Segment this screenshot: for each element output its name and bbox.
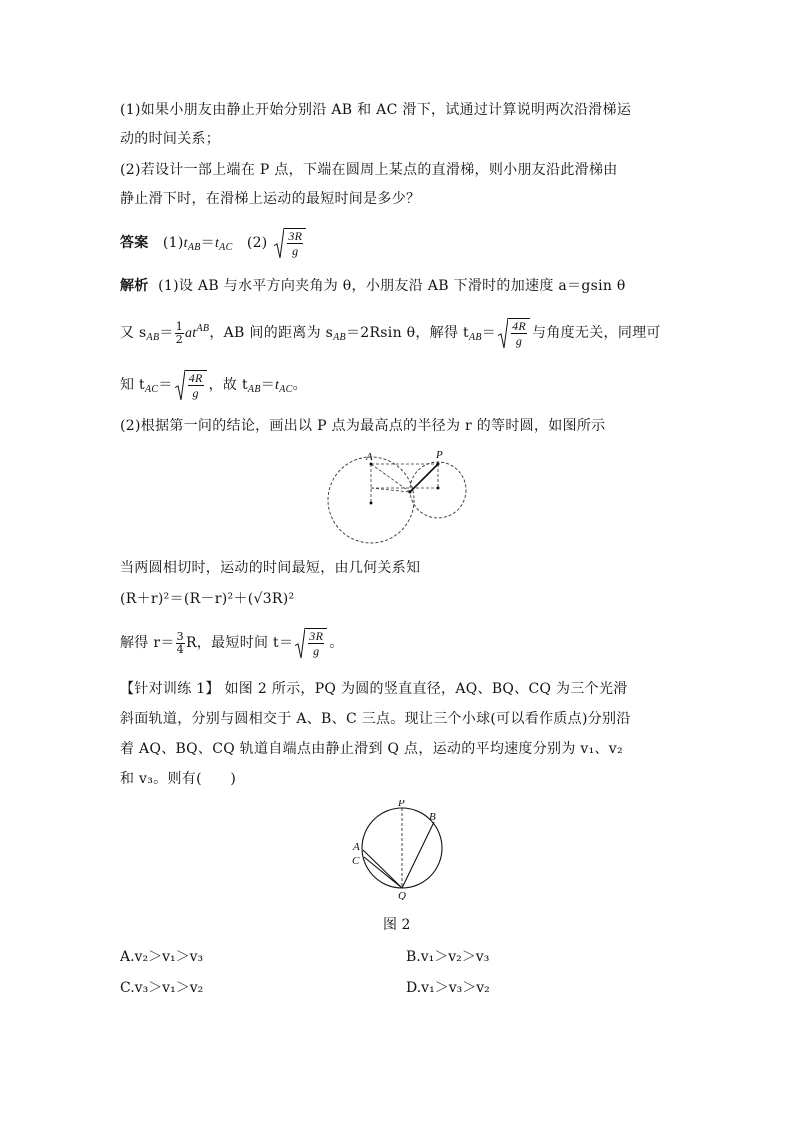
question-1-line-2: 动的时间关系； (120, 131, 221, 147)
sqrt-numerator: 4R (188, 371, 203, 385)
analysis-line-2-b: AB 间的距离为 s (223, 325, 334, 341)
option-c: C.v₃＞v₁＞v₂ (120, 980, 204, 996)
analysis-line-7-a: 解得 r＝ (120, 635, 175, 651)
figure-2 (346, 800, 456, 900)
fig1-label-p: P (436, 449, 443, 461)
half-denominator: 2 (175, 332, 183, 346)
figure-2-caption: 图 2 (383, 917, 411, 933)
fig1-label-a: A (366, 451, 373, 463)
frac-numerator: 3 (176, 629, 184, 643)
training-line-4: 和 v₃。则有( ) (120, 771, 237, 787)
figure-1 (326, 448, 476, 548)
answer-label: 答案 (120, 235, 149, 251)
answer-line: 答案 $(1)t_{AB}=t_{AC}$ (2) $\frac{3R}{g}$ (120, 228, 308, 258)
analysis-line-6: (R＋r)²＝(R－r)²＋(√3R)² (120, 591, 295, 607)
analysis-line-5: 当两圆相切时，运动的时间最短，由几何关系知 (120, 560, 421, 576)
analysis-line-1 (120, 276, 626, 296)
half-numerator: 1 (175, 319, 183, 333)
fig2-label-c: C (352, 855, 360, 867)
answer-part-2-prefix: (2) (246, 235, 268, 251)
sqrt-numerator: 4R (512, 319, 527, 333)
fig2-label-b: B (429, 811, 436, 823)
question-1-line-1: (1)如果小朋友由静止开始分别沿 AB 和 AC 滑下，试通过计算说明两次沿滑梯运 (120, 102, 632, 118)
analysis-line-2-a: 又 s (120, 325, 147, 341)
frac-denominator: 4 (176, 642, 184, 656)
option-d: D.v₁＞v₃＞v₂ (406, 980, 490, 996)
analysis-label: 解析 (120, 278, 149, 294)
analysis-line-2-d: 与角度无关，同理可 (532, 325, 661, 341)
analysis-sqrt-3 (295, 628, 327, 658)
answer-sqrt-numerator: 3R (288, 229, 303, 243)
sqrt-denominator: g (313, 644, 320, 658)
analysis-line-7-b: R，最短时间 t＝ (185, 635, 294, 651)
sqrt-numerator: 3R (309, 629, 324, 643)
answer-part-1-prefix: (1) (162, 235, 184, 251)
training-line-3: 着 AQ、BQ、CQ 轨道自端点由静止滑到 Q 点，运动的平均速度分别为 v₁、v₂ (120, 741, 623, 757)
answer-sqrt-denominator: g (292, 244, 299, 258)
question-2-line-2: 静止滑下时，在滑梯上运动的最短时间是多少？ (120, 191, 421, 207)
analysis-sqrt-1 (498, 318, 530, 348)
sqrt-denominator: g (192, 386, 199, 400)
analysis-line-3-b: ，故 t (208, 377, 248, 393)
fig2-label-a: A (353, 841, 360, 853)
analysis-line-3-a: 知 t (120, 377, 145, 393)
answer-sqrt (274, 228, 306, 258)
analysis-line-3-c: 。 (292, 377, 307, 393)
training-line-1: 【针对训练 1】 如图 2 所示，PQ 为圆的竖直直径，AQ、BQ、CQ 为三个光滑 (120, 681, 628, 697)
analysis-line-7-c: 。 (329, 635, 344, 651)
option-b: B.v₁＞v₂＞v₃ (406, 949, 490, 965)
analysis-line-2: 又 $s_{AB}=$ $\frac{1}{2}$ $at^{AB}$，AB 间的距离为 $s_{AB}=2Rsin$ θ，解得 $t_{AB}=$ $\frac{4R}{g}$ 与角度无关，同理可 (120, 319, 661, 348)
question-2-line-1: (2)若设计一部上端在 P 点，下端在圆周上某点的直滑梯，则小朋友沿此滑梯由 (120, 162, 618, 178)
analysis-sqrt-2 (175, 370, 207, 400)
analysis-line-3: 知 $t_{AC}=$ $\frac{4R}{g}$ ，故 $t_{AB}=t_{AC}$。 (120, 371, 307, 400)
fig2-label-p: P (398, 800, 405, 809)
fig2-label-q: Q (398, 890, 406, 900)
option-a: A.v₂＞v₁＞v₃ (120, 949, 204, 965)
analysis-line-2-c: ＝2Rsin θ，解得 t (345, 325, 469, 341)
analysis-line-1-text: (1)设 AB 与水平方向夹角为 θ，小朋友沿 AB 下滑时的加速度 a＝gsin θ (158, 278, 626, 294)
training-line-2: 斜面轨道，分别与圆相交于 A、B、C 三点。现让三个小球(可以看作质点)分别沿 (120, 711, 631, 727)
analysis-line-7 (120, 628, 344, 658)
sqrt-denominator: g (515, 334, 523, 348)
analysis-line-4: (2)根据第一问的结论，画出以 P 点为最高点的半径为 r 的等时圆，如图所示 (120, 418, 606, 434)
